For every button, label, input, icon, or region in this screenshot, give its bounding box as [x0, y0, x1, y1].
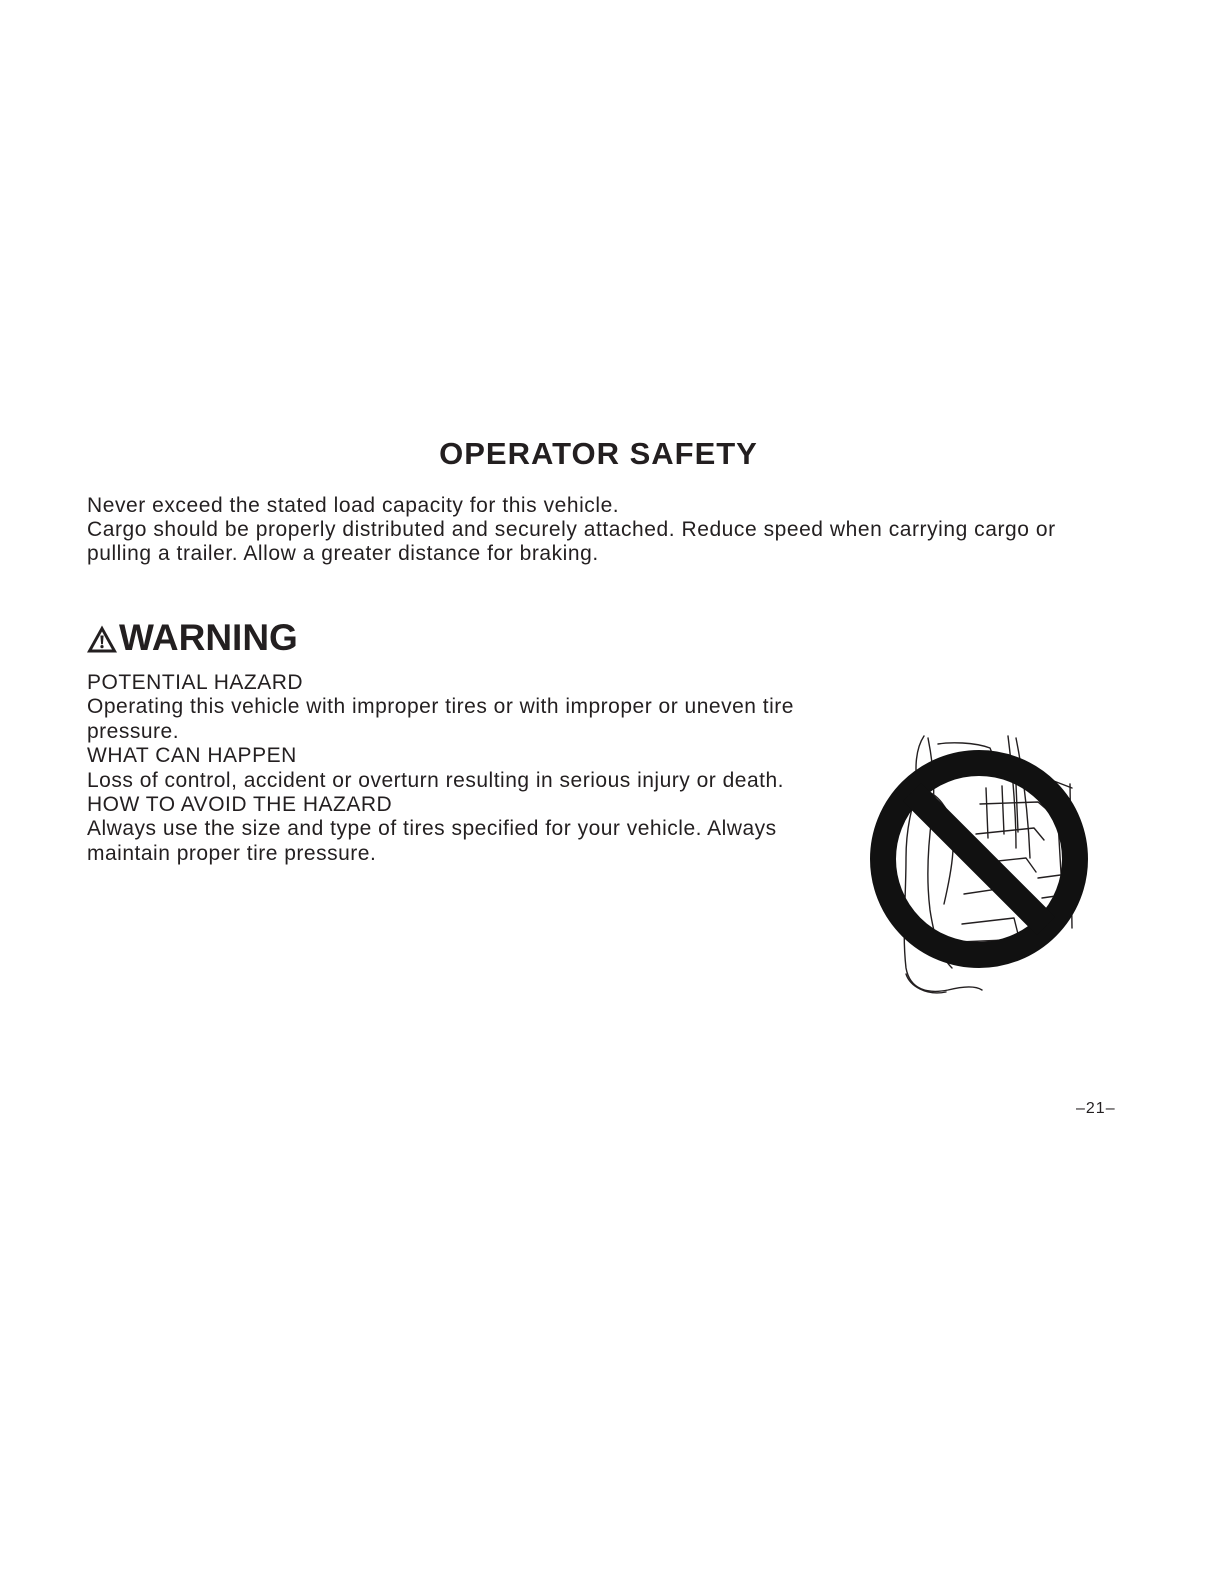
hazard-block	[87, 671, 847, 866]
intro-text	[87, 494, 1117, 566]
what-can-happen-heading: WHAT CAN HAPPEN	[87, 744, 297, 768]
how-to-avoid-text: Always use the size and type of tires specified for your vehicle. Always maintain proper tire pressure.	[87, 817, 777, 865]
warning-heading	[86, 616, 298, 660]
page-title: OPERATOR SAFETY	[439, 436, 758, 471]
page-number: –21–	[1076, 1100, 1116, 1117]
potential-hazard-heading: POTENTIAL HAZARD	[87, 671, 304, 694]
load-capacity-statement: Never exceed the stated load capacity for this vehicle.	[87, 494, 620, 517]
warning-triangle-icon	[86, 624, 118, 654]
how-to-avoid-heading: HOW TO AVOID THE HAZARD	[87, 793, 393, 817]
warning-label: WARNING	[119, 617, 298, 658]
what-can-happen-text: Loss of control, accident or overturn resulting in serious injury or death.	[87, 768, 785, 792]
cargo-statement: Cargo should be properly distributed and securely attached. Reduce speed when carrying cargo or pulling a trailer. Allow a greater distance for braking.	[87, 518, 1056, 565]
prohibited-tire-icon	[866, 728, 1098, 1000]
potential-hazard-text: Operating this vehicle with improper tires or with improper or uneven tire pressure.	[87, 695, 794, 743]
